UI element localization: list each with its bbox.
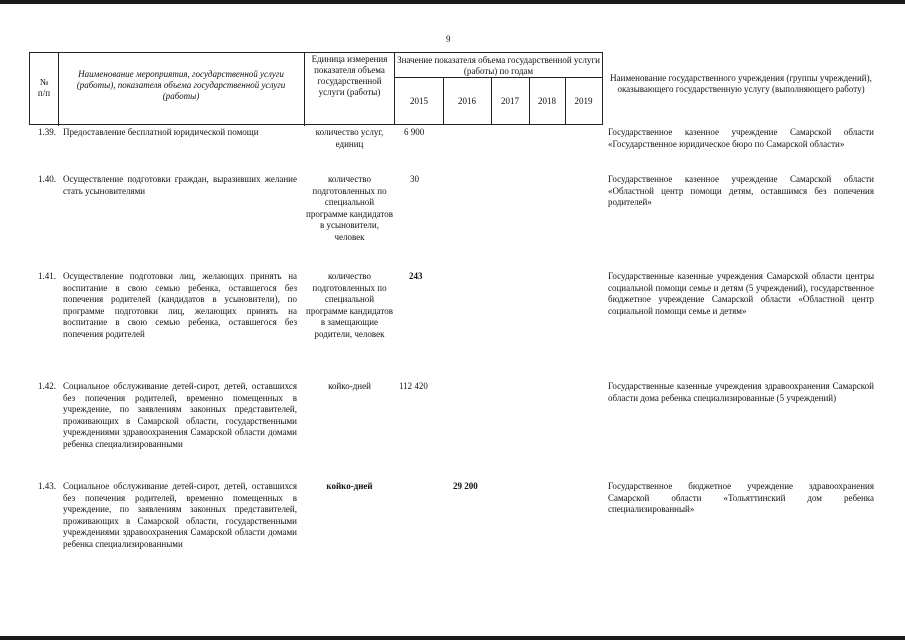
- row-value-2015: 6 900: [404, 127, 425, 137]
- row-value-2015: 243: [409, 271, 423, 281]
- row-num: 1.42.: [38, 381, 56, 391]
- row-unit: количество подготовленных по специальной программе кандидатов в усыновители, человек: [306, 174, 393, 242]
- row-institution: Государственное казенное учреждение Самарской области «Областной центр помощи детям, оставшимся без попечения родителей»: [608, 174, 874, 207]
- row-num: 1.43.: [38, 481, 56, 491]
- header-unit: Единица измерения показателя объема государственной услуги (работы): [311, 54, 388, 97]
- header-col-border: [394, 52, 395, 125]
- row-institution: Государственное бюджетное учреждение здравоохранения Самарской области «Тольяттинский дом ребенка специализированный»: [608, 481, 874, 514]
- body-rule: [304, 124, 305, 126]
- header-col-border: [602, 52, 603, 125]
- row-institution: Государственные казенные учреждения здравоохранения Самарской области дома ребенка специализированные (5 учреждений): [608, 381, 874, 403]
- header-value-group: Значение показателя объема государственной услуги (работы) по годам: [397, 55, 600, 76]
- row-institution: Государственное казенное учреждение Самарской области «Государственное юридическое бюро по Самарской области»: [608, 127, 874, 149]
- header-year-2019: 2019: [574, 96, 593, 106]
- row-unit: количество услуг, единиц: [315, 127, 384, 149]
- row-unit: койко-дней: [326, 481, 373, 491]
- row-num: 1.39.: [38, 127, 56, 137]
- page-number: 9: [446, 34, 451, 44]
- row-unit: койко-дней: [328, 381, 371, 391]
- row-value-2015: 112 420: [399, 381, 428, 391]
- header-name: Наименование мероприятия, государственной услуги (работы), показателя объема государственной услуги (работы): [76, 69, 286, 101]
- header-year-2016: 2016: [458, 96, 476, 106]
- row-institution: Государственные казенные учреждения Самарской области центры социальной помощи семье и детям (5 учреждений), государственное бюджетное учреждение Самарской области «Областной центр социальной помощи семье и детям»: [608, 271, 874, 316]
- row-value-2016: 29 200: [453, 481, 478, 491]
- row-name: Осуществление подготовки лиц, желающих принять на воспитание в свою семью ребенка, оставшегося без попечения родителей (кандидатов в усыновители), по программе подготовки лиц, желающих принять на воспитание в свою семью ребенка, оставшегося без попечения родителей: [63, 271, 297, 339]
- header-year-divider: [394, 77, 602, 78]
- header-year-2018: 2018: [538, 96, 556, 106]
- header-top-border: [29, 52, 602, 53]
- header-bottom-border: [29, 124, 602, 125]
- header-col-border: [304, 52, 305, 125]
- row-num: 1.40.: [38, 174, 56, 184]
- row-name: Осуществление подготовки граждан, выразивших желание стать усыновителями: [63, 174, 297, 196]
- header-year-2017: 2017: [501, 96, 519, 106]
- header-institution: Наименование государственного учреждения (группы учреждений), оказывающего государственную услугу (выполняющего работу): [610, 73, 872, 94]
- row-name: Социальное обслуживание детей-сирот, детей, оставшихся без попечения родителей, временно помещенных в учреждение, по заявлениям законных представителей, проживающих в Самарской области, государственными учреждениями здравоохранения Самарской области домами ребенка специализированными: [63, 381, 297, 449]
- row-unit: количество подготовленных по специальной программе кандидатов в замещающие родители, человек: [306, 271, 393, 339]
- row-name: Социальное обслуживание детей-сирот, детей, оставшихся без попечения родителей, временно помещенных в учреждение, по заявлениям законных представителей, проживающих в Самарской области, государственными учреждениями здравоохранения Самарской области домами ребенка специализированными: [63, 481, 297, 549]
- row-num: 1.41.: [38, 271, 56, 281]
- header-num: № п/п: [37, 77, 51, 98]
- body-rule: [58, 124, 59, 126]
- row-name: Предоставление бесплатной юридической помощи: [63, 127, 259, 137]
- scan-edge-bottom: [0, 636, 905, 640]
- header-year-2015: 2015: [410, 96, 428, 106]
- scan-edge-top: [0, 0, 905, 4]
- row-value-2015: 30: [410, 174, 419, 184]
